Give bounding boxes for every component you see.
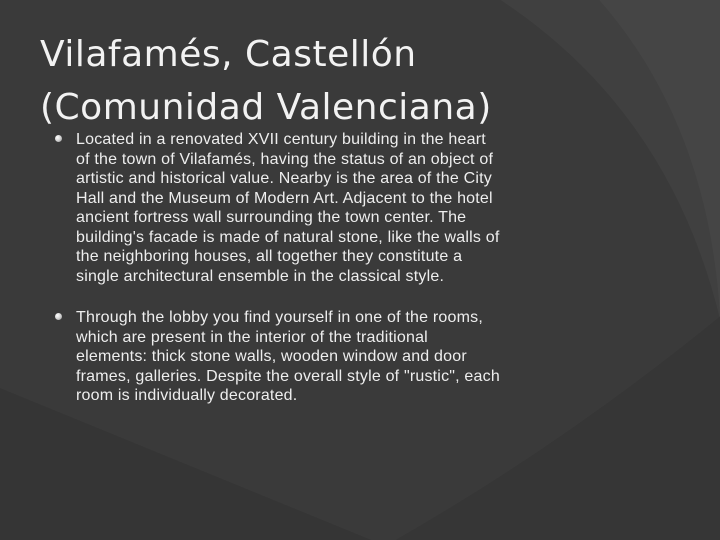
slide-title [40,28,680,134]
bullet-line: frames, galleries. Despite the overall style of "rustic", each [76,367,500,385]
bullet-line: building's facade is made of natural stone, like the walls of [76,228,500,246]
bullet-text [76,130,639,286]
bullet-line: single architectural ensemble in the classical style. [76,267,445,285]
bullet-text [76,308,639,406]
bullet-line: Located in a renovated XVII century building in the heart [76,131,486,148]
bullet-line: of the town of Vilafamés, having the status of an object of [76,150,494,168]
bullet-line: which are present in the interior of the traditional [76,328,428,346]
title-line: Vilafamés, Castellón [40,34,417,75]
bullet-list [54,130,639,428]
bullet-line: Through the lobby you find yourself in one of the rooms, [76,309,483,326]
bullet-item [54,130,639,286]
title-line: (Comunidad Valenciana) [40,87,492,128]
bullet-icon [55,313,62,320]
bullet-line: elements: thick stone walls, wooden window and door [76,348,467,365]
bullet-line: ancient fortress wall surrounding the town center. The [76,209,467,226]
bullet-icon [55,135,62,142]
bullet-line: room is individually decorated. [76,387,298,404]
bullet-line: the neighboring houses, all together they constitute a [76,248,463,265]
bullet-line: Hall and the Museum of Modern Art. Adjacent to the hotel [76,189,493,207]
bullet-line: artistic and historical value. Nearby is the area of the City [76,170,492,187]
bullet-item [54,308,639,406]
